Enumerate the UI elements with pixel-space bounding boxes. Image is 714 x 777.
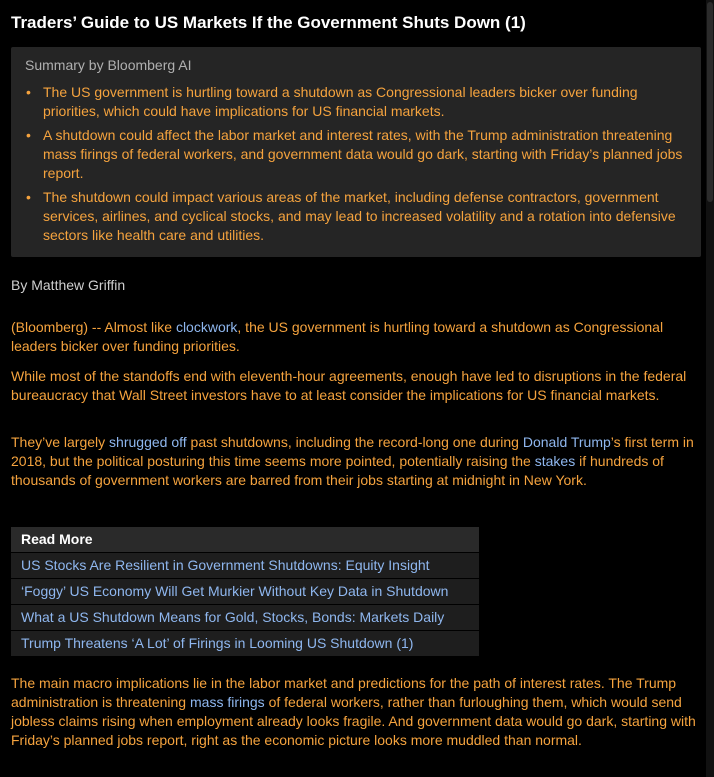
read-more-heading: Read More: [11, 527, 479, 552]
paragraph-text: of federal workers, rather than furloughing them, which would send jobless claims rising when employment already looks fragile. And government data would go dark, starting with Friday’s planned jobs report, right as the economic picture looks more muddled than normal.: [11, 694, 696, 748]
paragraph-text: ’s first term in 2018, but the political posturing this time seems more pointed, potentially raising the: [11, 434, 694, 469]
paragraph-4: [11, 674, 703, 750]
summary-bullet-text: The shutdown could impact various areas of the market, including defense contractors, government services, airlines, and cyclical stocks, and may lead to increased volatility and a rotation into defensive sectors like health care and utilities.: [43, 189, 676, 243]
stakes-link[interactable]: stakes: [534, 453, 576, 469]
donald-trump-link[interactable]: Donald Trump: [522, 434, 611, 450]
paragraph-3: [11, 433, 703, 490]
byline: By Matthew Griffin: [11, 277, 126, 293]
paragraph-2: While most of the standoffs end with eleventh-hour agreements, enough have led to disruptions in the federal bureaucracy that Wall Street investors have to at least consider the implications for US financial markets.: [11, 368, 687, 403]
vertical-scrollbar[interactable]: [706, 0, 714, 777]
ai-summary-box: [11, 47, 701, 257]
article-title: Traders’ Guide to US Markets If the Government Shuts Down (1): [11, 13, 526, 32]
summary-bullet: [25, 126, 695, 183]
bullet-dot-icon: •: [26, 189, 31, 205]
paragraph-text: The main macro implications lie in the labor market and predictions for the path of interest rates. The Trump administration is threatening: [11, 675, 677, 710]
mass-firings-link[interactable]: mass firings: [190, 694, 265, 710]
summary-bullet-text: The US government is hurtling toward a shutdown as Congressional leaders bicker over funding priorities, which could have implications for US financial markets.: [43, 84, 638, 119]
read-more-link[interactable]: What a US Shutdown Means for Gold, Stocks, Bonds: Markets Daily: [11, 605, 479, 630]
summary-bullet-list: [25, 83, 695, 250]
read-more-link[interactable]: ‘Foggy’ US Economy Will Get Murkier Without Key Data in Shutdown: [11, 579, 479, 604]
paragraph-1: [11, 318, 703, 356]
paragraph-text: past shutdowns, including the record-long one during: [186, 434, 523, 450]
read-more-box: [11, 527, 479, 656]
read-more-link[interactable]: US Stocks Are Resilient in Government Shutdowns: Equity Insight: [11, 553, 479, 578]
read-more-link[interactable]: Trump Threatens ‘A Lot’ of Firings in Looming US Shutdown (1): [11, 631, 479, 656]
paragraph-text: , the US government is hurtling toward a shutdown as Congressional leaders bicker over funding priorities.: [11, 319, 664, 354]
bullet-dot-icon: •: [26, 84, 31, 100]
paragraph-text: if hundreds of thousands of government workers are barred from their jobs starting at midnight in New York.: [11, 453, 664, 488]
shrugged-off-link[interactable]: shrugged off: [109, 434, 187, 450]
summary-heading: Summary by Bloomberg AI: [25, 57, 192, 73]
clockwork-link[interactable]: clockwork: [175, 319, 238, 335]
summary-bullet: [25, 188, 695, 245]
scrollbar-thumb[interactable]: [707, 2, 713, 202]
summary-bullet: [25, 83, 695, 121]
paragraph-text: They’ve largely: [11, 434, 110, 450]
summary-bullet-text: A shutdown could affect the labor market and interest rates, with the Trump administration threatening mass firings of federal workers, and government data would go dark, starting with Friday’s planned jobs report.: [43, 127, 683, 181]
paragraph-text: (Bloomberg) -- Almost like: [11, 319, 176, 335]
bullet-dot-icon: •: [26, 127, 31, 143]
